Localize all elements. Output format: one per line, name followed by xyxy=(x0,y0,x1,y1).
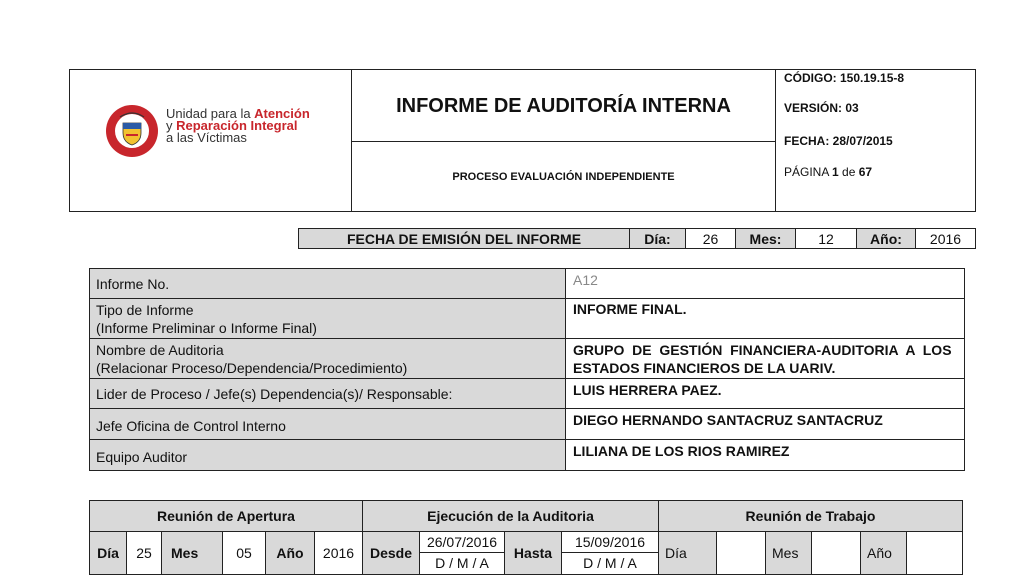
organization-logo xyxy=(104,103,324,159)
hasta-value: 15/09/2016 D / M / A xyxy=(561,531,659,575)
colombia-seal-icon xyxy=(104,103,160,159)
emision-anio-value: 2016 xyxy=(915,228,976,249)
emision-mes-value: 12 xyxy=(795,228,857,249)
header-divider-title xyxy=(351,141,775,142)
tipo-informe-value: INFORME FINAL. xyxy=(565,298,965,339)
emision-mes-label: Mes: xyxy=(735,228,796,249)
apertura-dia-label: Día xyxy=(89,531,127,575)
trabajo-anio-label: Año xyxy=(860,531,907,575)
logo-line-2: y Reparación Integral xyxy=(166,118,298,133)
lider-value: LUIS HERRERA PAEZ. xyxy=(565,378,965,409)
emision-label: FECHA DE EMISIÓN DEL INFORME xyxy=(298,228,630,249)
header-divider-right xyxy=(775,69,776,212)
emision-anio-label: Año: xyxy=(856,228,916,249)
trabajo-mes-label: Mes xyxy=(765,531,812,575)
apertura-mes-value: 05 xyxy=(222,531,266,575)
emision-dia-label: Día: xyxy=(629,228,686,249)
trabajo-dia-label: Día xyxy=(658,531,717,575)
equipo-value: LILIANA DE LOS RIOS RAMIREZ xyxy=(565,439,965,471)
apertura-dia-value: 25 xyxy=(126,531,162,575)
hasta-label: Hasta xyxy=(504,531,562,575)
emision-dia-value: 26 xyxy=(685,228,736,249)
logo-line-3: a las Víctimas xyxy=(166,130,247,145)
fecha-text: FECHA: 28/07/2015 xyxy=(784,134,893,148)
reunion-trabajo-header: Reunión de Trabajo xyxy=(658,500,963,532)
codigo-text: CÓDIGO: 150.19.15-8 xyxy=(784,71,905,85)
ejecucion-auditoria-header: Ejecución de la Auditoria xyxy=(362,500,659,532)
jefe-label: Jefe Oficina de Control Interno xyxy=(89,408,566,440)
trabajo-mes-value xyxy=(811,531,861,575)
trabajo-anio-value xyxy=(906,531,963,575)
apertura-mes-label: Mes xyxy=(161,531,223,575)
version-text: VERSIÓN: 03 xyxy=(784,101,859,115)
tipo-informe-label: Tipo de Informe (Informe Preliminar o Informe Final) xyxy=(89,298,566,339)
trabajo-dia-value xyxy=(716,531,766,575)
desde-label: Desde xyxy=(362,531,420,575)
logo-line-1: Unidad para la Atención xyxy=(166,106,310,121)
apertura-anio-value: 2016 xyxy=(314,531,363,575)
document-subtitle: PROCESO EVALUACIÓN INDEPENDIENTE xyxy=(452,171,675,183)
equipo-label: Equipo Auditor xyxy=(89,439,566,471)
apertura-anio-label: Año xyxy=(265,531,315,575)
desde-value: 26/07/2016 D / M / A xyxy=(419,531,505,575)
nombre-auditoria-value: GRUPO DE GESTIÓN FINANCIERA-AUDITORIA A LOS ESTADOS FINANCIEROS DE LA UARIV. xyxy=(565,338,965,379)
pagina-text: PÁGINA 1 de 67 xyxy=(784,165,873,179)
lider-label: Lider de Proceso / Jefe(s) Dependencia(s)/ Responsable: xyxy=(89,378,566,409)
jefe-value: DIEGO HERNANDO SANTACRUZ SANTACRUZ xyxy=(565,408,965,440)
nombre-auditoria-label: Nombre de Auditoria (Relacionar Proceso/Dependencia/Procedimiento) xyxy=(89,338,566,379)
reunion-apertura-header: Reunión de Apertura xyxy=(89,500,363,532)
informe-no-label: Informe No. xyxy=(89,268,566,299)
document-title: INFORME DE AUDITORÍA INTERNA xyxy=(396,94,731,117)
informe-no-value: A12 xyxy=(565,268,965,299)
